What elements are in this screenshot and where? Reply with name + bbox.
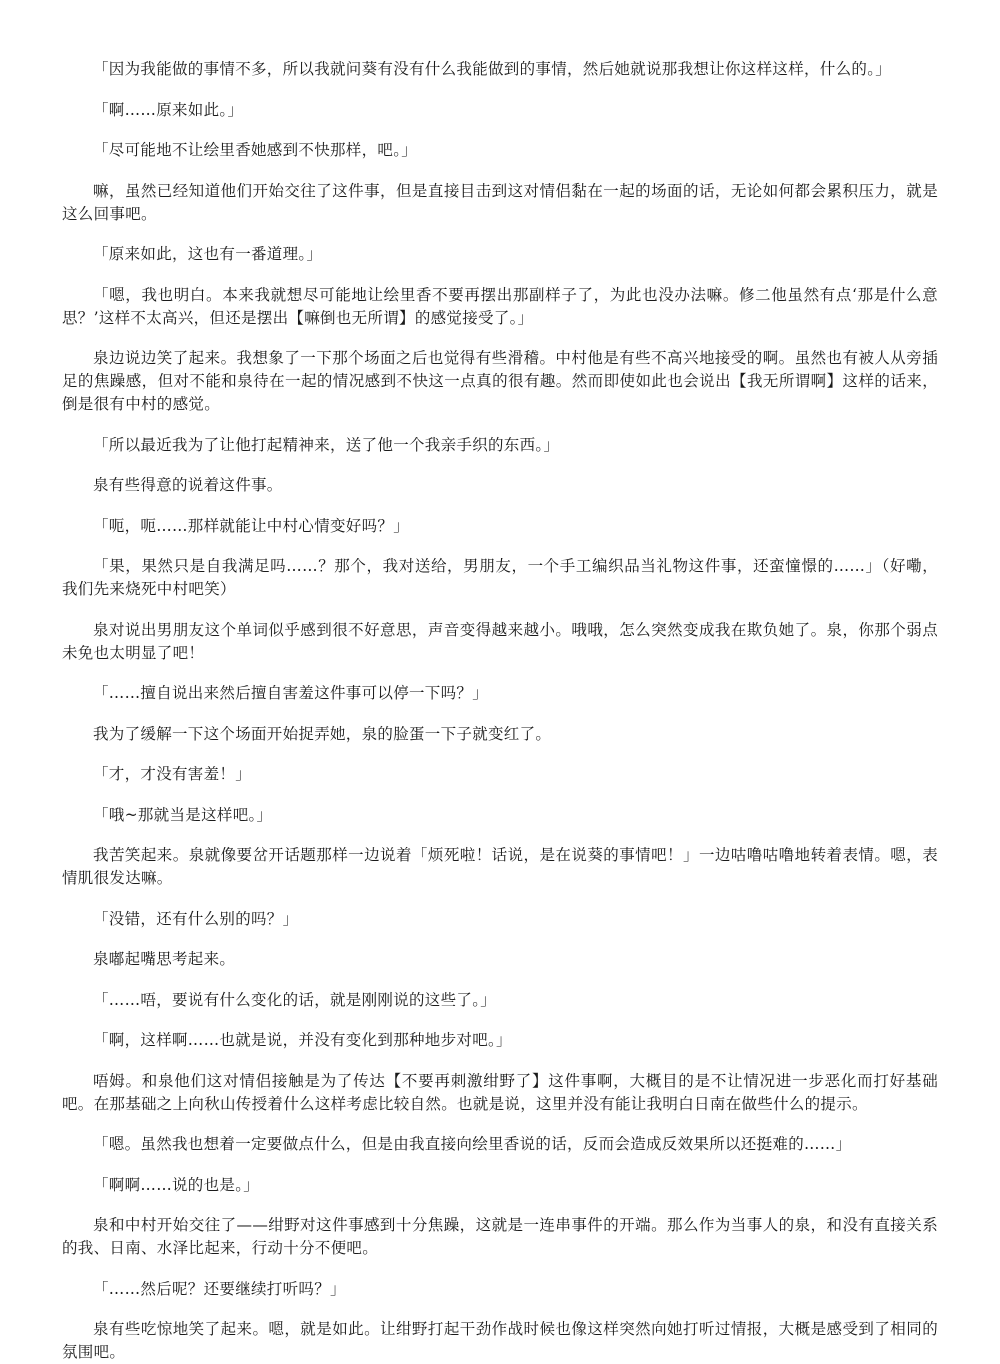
paragraph: 「……然后呢？还要继续打听吗？」 xyxy=(93,1279,346,1298)
paragraph: 「啊，这样啊……也就是说，并没有变化到那种地步对吧。」 xyxy=(93,1031,512,1049)
paragraph: 我苦笑起来。泉就像要岔开话题那样一边说着「烦死啦！话说，是在说葵的事情吧！」一边咕噜咕噜地转着表情。嗯，表情肌很发达嘛。 xyxy=(62,846,938,887)
paragraph: 「嗯，我也明白。本来我就想尽可能地让绘里香不要再摆出那副样子了，为此也没办法嘛。修二他虽然有点‘那是什么意思？’这样不太高兴，但还是摆出【嘛倒也无所谓】的感觉接受了。」 xyxy=(62,285,938,327)
paragraph: 「哦~那就当是这样吧。」 xyxy=(93,805,273,824)
paragraph: 「呃，呃……那样就能让中村心情变好吗？」 xyxy=(93,516,410,535)
paragraph: 「果，果然只是自我满足吗……？那个，我对送给，男朋友，一个手工编织品当礼物这件事，还蛮憧憬的……」（好嘞，我们先来烧死中村吧笑） xyxy=(62,557,938,598)
paragraph: 泉嘟起嘴思考起来。 xyxy=(93,950,236,968)
paragraph: 泉有些吃惊地笑了起来。嗯，就是如此。让绀野打起干劲作战时候也像这样突然向她打听过情报，大概是感受到了相同的氛围吧。 xyxy=(62,1320,938,1361)
paragraph: 我为了缓解一下这个场面开始捉弄她，泉的脸蛋一下子就变红了。 xyxy=(93,724,552,743)
paragraph: 「没错，还有什么别的吗？」 xyxy=(93,909,299,928)
paragraph: 「嗯。虽然我也想着一定要做点什么，但是由我直接向绘里香说的话，反而会造成反效果所以还挺难的……」 xyxy=(93,1135,852,1153)
paragraph: 「原来如此，这也有一番道理。」 xyxy=(93,245,323,263)
paragraph: 「才，才没有害羞！」 xyxy=(93,765,252,783)
paragraph: 泉和中村开始交往了——绀野对这件事感到十分焦躁，这就是一连串事件的开端。那么作为当事人的泉，和没有直接关系的我、日南、水泽比起来，行动十分不便吧。 xyxy=(62,1216,938,1257)
paragraph: 「……擅自说出来然后擅自害羞这件事可以停一下吗？」 xyxy=(93,684,489,702)
paragraph: 「……唔，要说有什么变化的话，就是刚刚说的这些了。」 xyxy=(93,990,497,1009)
paragraph: 泉边说边笑了起来。我想象了一下那个场面之后也觉得有些滑稽。中村他是有些不高兴地接受的啊。虽然也有被人从旁插足的焦躁感，但对不能和泉待在一起的情况感到不快这一点真的很有趣。然而即使如此也会说出【我无所谓啊】这样的话来，倒是很有中村的感觉。 xyxy=(62,349,938,413)
paragraph: 嘛，虽然已经知道他们开始交往了这件事，但是直接目击到这对情侣黏在一起的场面的话，无论如何都会累积压力，就是这么回事吧。 xyxy=(62,181,938,223)
paragraph: 「尽可能地不让绘里香她感到不快那样，吧。」 xyxy=(93,141,418,159)
paragraph: 泉有些得意的说着这件事。 xyxy=(93,476,283,494)
paragraph: 「啊啊……说的也是。」 xyxy=(93,1175,260,1194)
paragraph: 「啊……原来如此。」 xyxy=(93,100,244,119)
paragraph: 唔姆。和泉他们这对情侣接触是为了传达【不要再刺激绀野了】这件事啊，大概目的是不让情况进一步恶化而打好基础吧。在那基础之上向秋山传授着什么这样考虑比较自然。也就是说，这里并没有能让我明白日南在做些什么的提示。 xyxy=(62,1071,938,1113)
paragraph: 「因为我能做的事情不多，所以我就问葵有没有什么我能做到的事情，然后她就说那我想让你这样这样，什么的。」 xyxy=(93,60,892,78)
paragraph: 「所以最近我为了让他打起精神来，送了他一个我亲手织的东西。」 xyxy=(93,435,560,454)
paragraph: 泉对说出男朋友这个单词似乎感到很不好意思，声音变得越来越小。哦哦，怎么突然变成我在欺负她了。泉，你那个弱点未免也太明显了吧！ xyxy=(62,620,938,662)
